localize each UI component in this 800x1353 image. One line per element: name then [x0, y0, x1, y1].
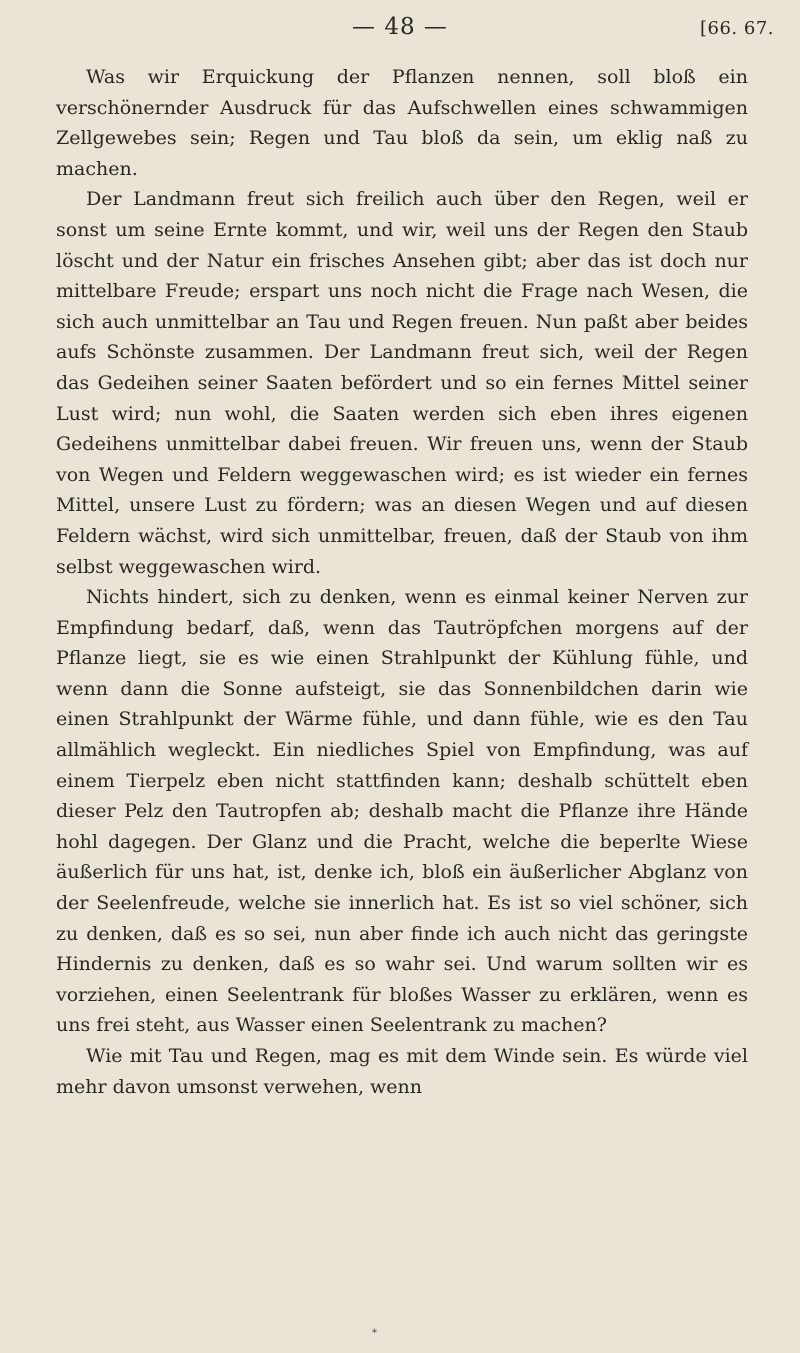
- body-text: [56, 62, 748, 1102]
- paragraph: Wie mit Tau und Regen, mag es mit dem Winde sein. Es würde viel mehr davon umsonst verwehen, wenn: [56, 1045, 748, 1098]
- running-head: [0, 14, 800, 46]
- section-reference: [66. 67.: [700, 18, 774, 39]
- signature-mark: *: [372, 1328, 377, 1339]
- page-number: — 48 —: [352, 14, 448, 40]
- paragraph: Was wir Erquickung der Pflanzen nennen, soll bloß ein verschönernder Ausdruck für das Aufschwellen eines schwammigen Zellgewebes sein; Regen und Tau bloß da sein, um eklig naß zu machen.: [56, 66, 748, 180]
- paragraph: Nichts hindert, sich zu denken, wenn es einmal keiner Nerven zur Empfindung bedarf, daß, wenn das Tautröpfchen morgens auf der Pflanze liegt, sie es wie einen Strahlpunkt der Kühlung fühle, und wenn dann die Sonne aufsteigt, sie das Sonnenbildchen darin wie einen Strahlpunkt der Wärme fühle, und dann fühle, wie es den Tau allmählich wegleckt. Ein niedliches Spiel von Empfindung, was auf einem Tierpelz eben nicht stattfinden kann; deshalb schüttelt eben dieser Pelz den Tautropfen ab; deshalb macht die Pflanze ihre Hände hohl dagegen. Der Glanz und die Pracht, welche die beperlte Wiese äußerlich für uns hat, ist, denke ich, bloß ein äußerlicher Abglanz von der Seelenfreude, welche sie innerlich hat. Es ist so viel schöner, sich zu denken, daß es so sei, nun aber finde ich auch nicht das geringste Hindernis zu denken, daß es so wahr sei. Und warum sollten wir es vorziehen, einen Seelentrank für bloßes Wasser zu erklären, wenn es uns frei steht, aus Wasser einen Seelentrank zu machen?: [56, 586, 748, 1037]
- paragraph: Der Landmann freut sich freilich auch über den Regen, weil er sonst um seine Ernte kommt, und wir, weil uns der Regen den Staub löscht und der Natur ein frisches Ansehen gibt; aber das ist doch nur mittelbare Freude; erspart uns noch nicht die Frage nach Wesen, die sich auch unmittelbar an Tau und Regen freuen. Nun paßt aber beides aufs Schönste zusammen. Der Landmann freut sich, weil der Regen das Gedeihen seiner Saaten befördert und so ein fernes Mittel seiner Lust wird; nun wohl, die Saaten werden sich eben ihres eigenen Gedeihens unmittelbar dabei freuen. Wir freuen uns, wenn der Staub von Wegen und Feldern weggewaschen wird; es ist wieder ein fernes Mittel, unsere Lust zu fördern; was an diesen Wegen und auf diesen Feldern wächst, wird sich unmittelbar, freuen, daß der Staub von ihm selbst weggewaschen wird.: [56, 188, 748, 578]
